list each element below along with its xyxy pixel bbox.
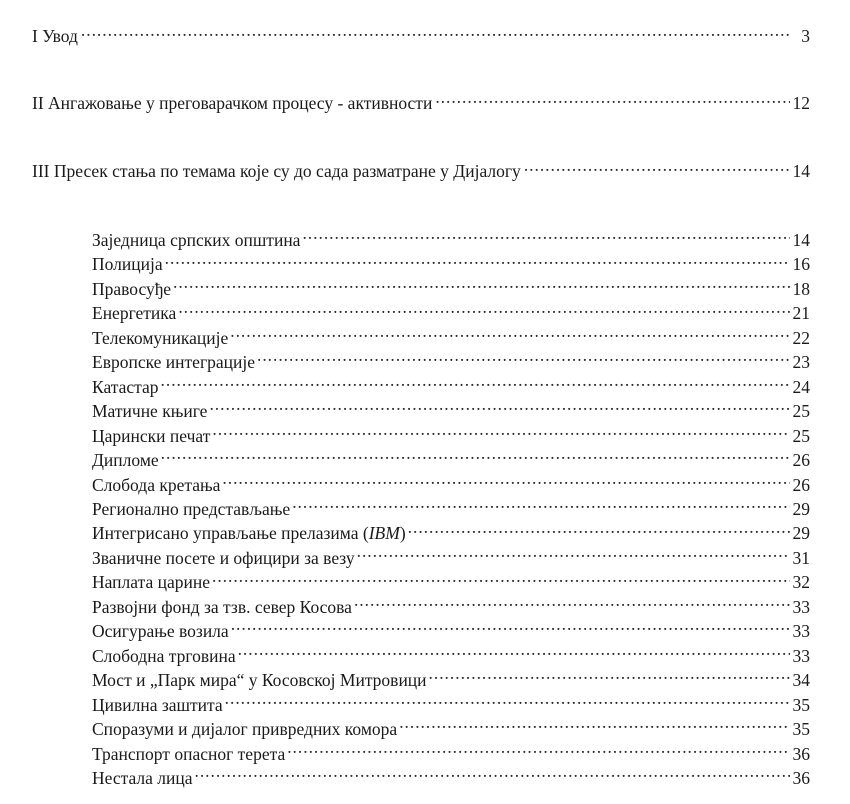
toc-entry-title: Правосуђе xyxy=(92,278,171,299)
toc-entry-title: Регионално представљање xyxy=(92,498,291,519)
toc-row[interactable] xyxy=(92,595,810,619)
toc-entry-title: Транспорт опасног терета xyxy=(92,743,286,764)
toc-page-number: 36 xyxy=(792,743,810,764)
dot-leader xyxy=(354,595,790,613)
toc-row[interactable] xyxy=(92,644,810,668)
dot-leader xyxy=(225,693,790,711)
toc-page-number: 34 xyxy=(792,670,810,691)
toc-row[interactable] xyxy=(92,228,810,252)
toc-row[interactable] xyxy=(92,693,810,717)
toc-entry-title: Слободна трговина xyxy=(92,645,236,666)
toc-page-number: 26 xyxy=(792,450,810,471)
toc-row[interactable] xyxy=(92,326,810,350)
toc-row[interactable] xyxy=(92,375,810,399)
toc-entry-title: Европске интеграције xyxy=(92,352,255,373)
toc-chapter-entry[interactable] xyxy=(32,159,810,182)
toc-entry-title: Матичне књиге xyxy=(92,401,208,422)
dot-leader xyxy=(161,375,790,393)
dot-leader xyxy=(408,522,790,540)
dot-leader xyxy=(222,473,790,491)
toc-entry-title-tail: ) xyxy=(399,523,406,544)
dot-leader xyxy=(287,742,790,760)
toc-entry-title: Енергетика xyxy=(92,303,177,324)
toc-entry-title: Телекомуникације xyxy=(92,327,229,348)
toc-entry-title: Наплата царине xyxy=(92,572,210,593)
toc-page-number: 36 xyxy=(792,767,810,788)
toc-page-number: 33 xyxy=(792,596,810,617)
toc-entry-title: Мост и „Парк мира“ у Косовској Митровици xyxy=(92,670,427,691)
dot-leader xyxy=(429,669,790,687)
dot-leader xyxy=(399,718,790,736)
toc-page-number: 35 xyxy=(792,719,810,740)
toc-entry-title-emphasis: IBM xyxy=(368,523,400,544)
toc-chapter-entry[interactable] xyxy=(32,91,810,114)
toc-entry-title: Интегрисано управљање прелазима (IBM) xyxy=(92,523,406,544)
toc-row[interactable] xyxy=(92,742,810,766)
toc-page-number: 21 xyxy=(792,303,810,324)
dot-leader xyxy=(435,91,790,109)
dot-leader xyxy=(212,571,790,589)
toc-row[interactable] xyxy=(92,717,810,741)
dot-leader xyxy=(212,424,790,442)
toc-entry-title: Цивилна заштита xyxy=(92,694,223,715)
dot-leader xyxy=(357,546,790,564)
dot-leader xyxy=(195,766,791,784)
toc-entry-title: Званичне посете и официри за везу xyxy=(92,547,355,568)
dot-leader xyxy=(209,400,790,418)
dot-leader xyxy=(524,159,790,177)
toc-page-number: 35 xyxy=(792,694,810,715)
toc-row[interactable] xyxy=(92,399,810,423)
toc-page-number: 12 xyxy=(792,92,810,113)
toc-row[interactable] xyxy=(92,521,810,545)
toc-row[interactable] xyxy=(92,277,810,301)
toc-row[interactable] xyxy=(92,668,810,692)
toc-page-number: 24 xyxy=(792,376,810,397)
toc-row[interactable] xyxy=(92,619,810,643)
toc-entry-title: Заједница српских општина xyxy=(92,230,301,250)
dot-leader xyxy=(230,326,790,344)
toc-page-number: 31 xyxy=(792,547,810,568)
toc-page-number: 32 xyxy=(792,572,810,593)
toc-page-number: 16 xyxy=(792,254,810,275)
dot-leader xyxy=(238,644,790,662)
toc-entry-title: Развојни фонд за тзв. север Косова xyxy=(92,596,352,617)
toc-page-number: 25 xyxy=(792,401,810,422)
toc-page-number: 14 xyxy=(792,230,810,250)
toc-entry-title: Дипломе xyxy=(92,450,159,471)
dot-leader xyxy=(257,351,790,369)
toc-page-number: 29 xyxy=(792,523,810,544)
dot-leader xyxy=(178,302,790,320)
toc-row[interactable] xyxy=(92,766,810,790)
toc-entry-title: II Ангажовање у преговарачком процесу - активности xyxy=(32,92,433,113)
toc-page-number: 33 xyxy=(792,621,810,642)
toc-row[interactable] xyxy=(92,301,810,325)
toc-entry-title: Нестала лица xyxy=(92,767,193,788)
dot-leader xyxy=(165,253,790,271)
toc-row[interactable] xyxy=(92,497,810,521)
dot-leader xyxy=(292,497,790,515)
toc-entry-title: Слобода кретања xyxy=(92,474,221,495)
toc-page-number: 33 xyxy=(792,645,810,666)
toc-row[interactable] xyxy=(32,159,810,182)
toc-entry-title: Споразуми и дијалог привредних комора xyxy=(92,719,398,740)
dot-leader xyxy=(302,229,790,247)
toc-page-number: 22 xyxy=(792,327,810,348)
toc-entry-title: Полиција xyxy=(92,254,163,275)
toc-row[interactable] xyxy=(92,448,810,472)
toc-page-number: 26 xyxy=(792,474,810,495)
toc-row[interactable] xyxy=(32,24,810,47)
toc-entry-title: Осигурање возила xyxy=(92,621,229,642)
toc-page-number: 25 xyxy=(792,425,810,446)
toc-row[interactable] xyxy=(92,473,810,497)
toc-row[interactable] xyxy=(32,91,810,114)
dot-leader xyxy=(173,277,790,295)
dot-leader xyxy=(161,449,790,467)
toc-page-number: 3 xyxy=(801,25,810,46)
dot-leader xyxy=(81,24,790,42)
toc-entry-title: Царински печат xyxy=(92,425,211,446)
toc-row[interactable] xyxy=(92,546,810,570)
toc-entry-title: I Увод xyxy=(32,25,78,46)
toc-entry-title: Катастар xyxy=(92,376,159,397)
toc-page-number: 18 xyxy=(792,278,810,299)
toc-row[interactable] xyxy=(92,252,810,276)
toc-chapter-entry[interactable] xyxy=(32,24,810,47)
toc-page-number: 29 xyxy=(792,498,810,519)
toc-subentry-list xyxy=(92,228,810,790)
toc-page-number: 23 xyxy=(792,352,810,373)
toc-entry-title: III Пресек стања по темама које су до сада разматране у Дијалогу xyxy=(32,160,521,181)
toc-row[interactable] xyxy=(92,424,810,448)
dot-leader xyxy=(231,620,790,638)
toc-page-number: 14 xyxy=(792,160,810,181)
toc-row[interactable] xyxy=(92,570,810,594)
toc-row[interactable] xyxy=(92,350,810,374)
